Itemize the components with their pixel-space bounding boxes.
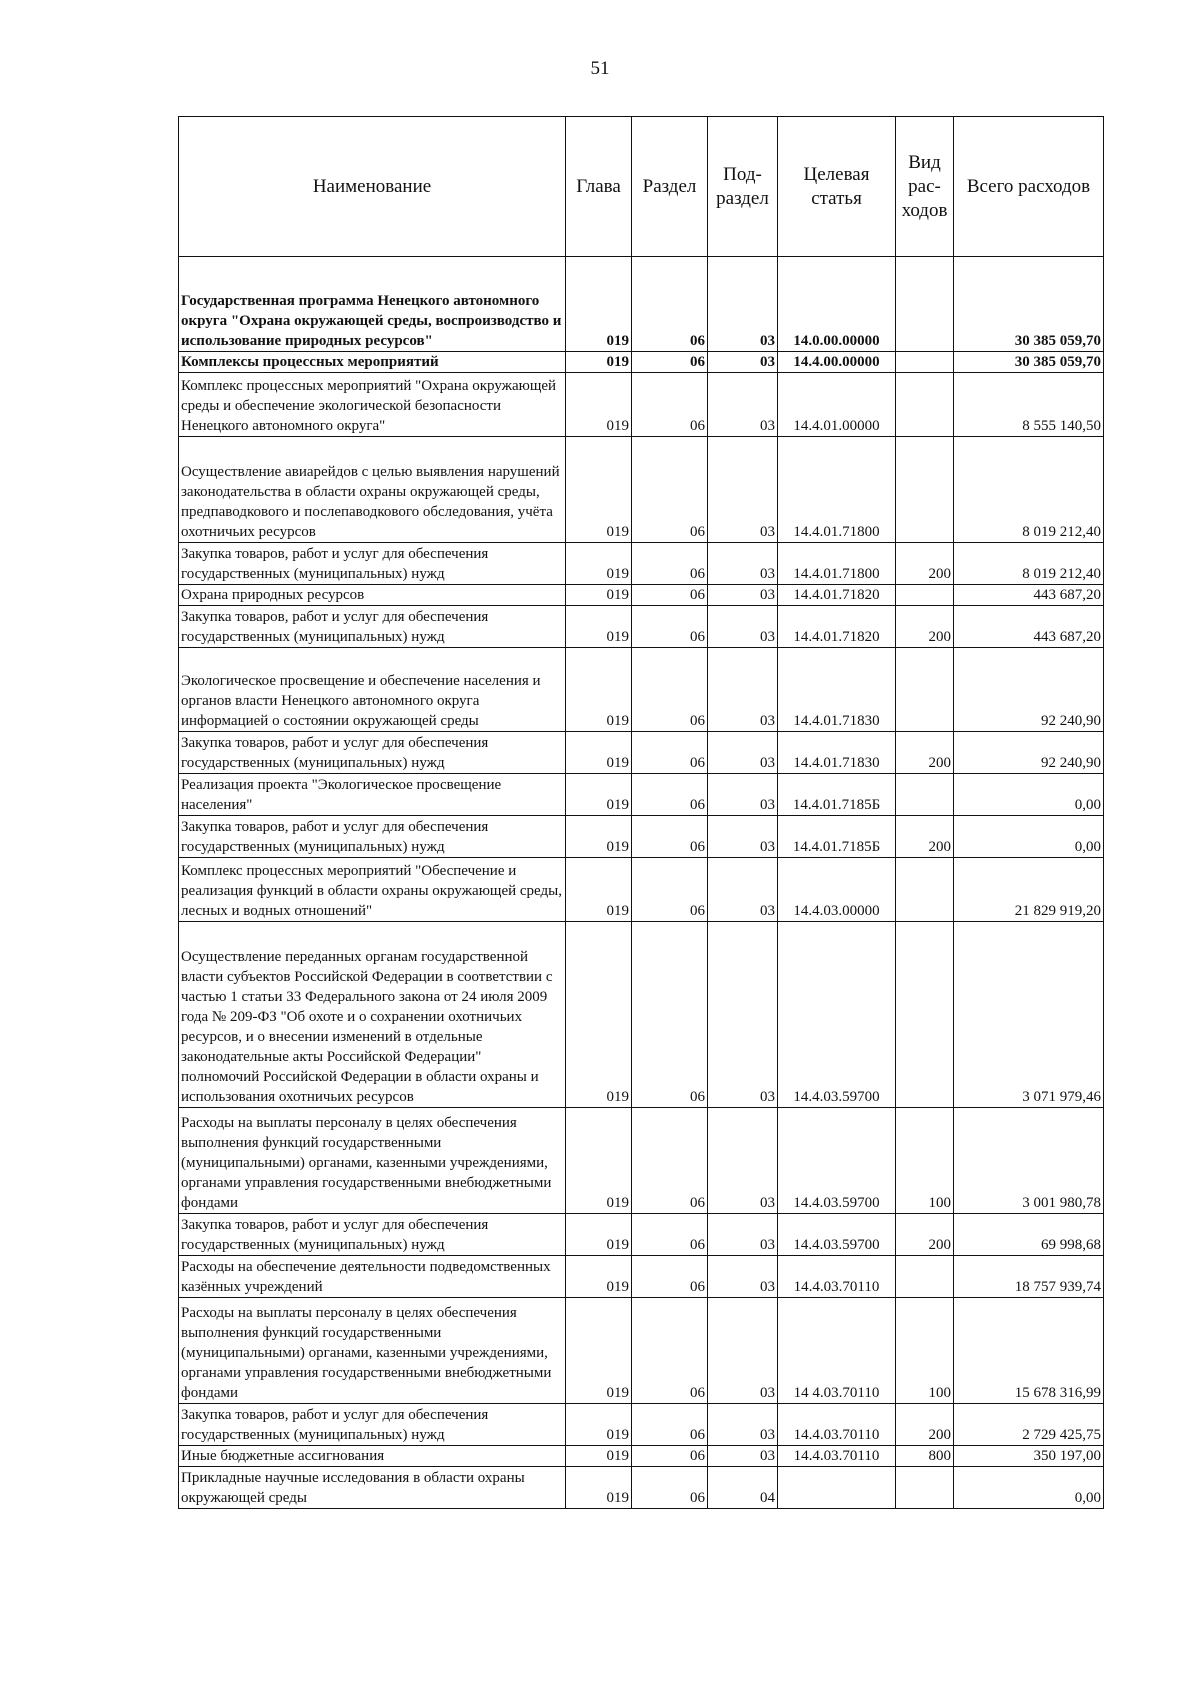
row-podrazdel: 03 — [708, 732, 778, 774]
table-row — [179, 437, 1104, 543]
row-podrazdel: 03 — [708, 1108, 778, 1214]
row-tselevaya: 14.4.03.70110 — [778, 1256, 896, 1298]
row-tselevaya: 14.4.03.00000 — [778, 858, 896, 922]
row-total: 443 687,20 — [954, 606, 1104, 648]
row-podrazdel: 03 — [708, 1404, 778, 1446]
row-razdel: 06 — [632, 437, 708, 543]
row-vid — [896, 437, 954, 543]
row-tselevaya: 14 4.03.70110 — [778, 1298, 896, 1404]
row-glava: 019 — [566, 373, 632, 437]
row-glava: 019 — [566, 1298, 632, 1404]
row-glava: 019 — [566, 1214, 632, 1256]
row-total: 30 385 059,70 — [954, 257, 1104, 352]
header-total: Всего расходов — [954, 117, 1104, 257]
row-razdel: 06 — [632, 1214, 708, 1256]
table-row — [179, 858, 1104, 922]
row-total: 30 385 059,70 — [954, 352, 1104, 373]
table-row — [179, 1214, 1104, 1256]
row-glava: 019 — [566, 257, 632, 352]
row-total: 18 757 939,74 — [954, 1256, 1104, 1298]
row-total: 8 019 212,40 — [954, 543, 1104, 585]
row-glava: 019 — [566, 732, 632, 774]
row-vid: 200 — [896, 732, 954, 774]
row-vid: 100 — [896, 1298, 954, 1404]
row-tselevaya: 14.4.01.71820 — [778, 585, 896, 606]
row-podrazdel: 03 — [708, 352, 778, 373]
row-glava: 019 — [566, 437, 632, 543]
row-razdel: 06 — [632, 257, 708, 352]
row-name: Расходы на выплаты персоналу в целях обеспечения выполнения функций государственными (муниципальными) органами, казенными учреждениями, органами управления государственными внебюджетными фондами — [179, 1298, 566, 1404]
header-row — [179, 117, 1104, 257]
page-number: 51 — [590, 58, 610, 79]
table-row — [179, 1298, 1104, 1404]
row-tselevaya — [778, 1467, 896, 1509]
row-glava: 019 — [566, 922, 632, 1108]
row-razdel: 06 — [632, 922, 708, 1108]
row-glava: 019 — [566, 352, 632, 373]
row-total: 92 240,90 — [954, 648, 1104, 732]
row-glava: 019 — [566, 1446, 632, 1467]
row-razdel: 06 — [632, 858, 708, 922]
row-vid: 200 — [896, 1214, 954, 1256]
row-razdel: 06 — [632, 606, 708, 648]
row-name: Прикладные научные исследования в области охраны окружающей среды — [179, 1467, 566, 1509]
row-total: 0,00 — [954, 816, 1104, 858]
row-glava: 019 — [566, 1256, 632, 1298]
table-row — [179, 585, 1104, 606]
header-vid: Вид рас- ходов — [896, 117, 954, 257]
row-razdel: 06 — [632, 1298, 708, 1404]
row-name: Охрана природных ресурсов — [179, 585, 566, 606]
row-tselevaya: 14.4.01.7185Б — [778, 816, 896, 858]
row-podrazdel: 03 — [708, 606, 778, 648]
table-row — [179, 774, 1104, 816]
row-vid — [896, 352, 954, 373]
row-name: Комплекс процессных мероприятий "Охрана окружающей среды и обеспечение экологической безопасности Ненецкого автономного округа" — [179, 373, 566, 437]
row-name: Расходы на обеспечение деятельности подведомственных казённых учреждений — [179, 1256, 566, 1298]
table-row — [179, 648, 1104, 732]
row-vid — [896, 585, 954, 606]
row-tselevaya: 14.0.00.00000 — [778, 257, 896, 352]
row-vid — [896, 648, 954, 732]
header-tselevaya: Целевая статья — [778, 117, 896, 257]
row-vid: 800 — [896, 1446, 954, 1467]
row-razdel: 06 — [632, 1467, 708, 1509]
row-vid — [896, 257, 954, 352]
row-vid: 200 — [896, 1404, 954, 1446]
row-glava: 019 — [566, 858, 632, 922]
row-podrazdel: 03 — [708, 1298, 778, 1404]
row-total: 8 019 212,40 — [954, 437, 1104, 543]
row-podrazdel: 03 — [708, 437, 778, 543]
header-glava: Глава — [566, 117, 632, 257]
row-total: 350 197,00 — [954, 1446, 1104, 1467]
row-name: Комплексы процессных мероприятий — [179, 352, 566, 373]
row-podrazdel: 03 — [708, 774, 778, 816]
row-tselevaya: 14.4.03.59700 — [778, 1108, 896, 1214]
row-name: Осуществление переданных органам государственной власти субъектов Российской Федерации в соответствии с частью 1 статьи 33 Федерального закона от 24 июля 2009 года № 209-ФЗ "Об охоте и о сохранении охотничьих ресурсов, и о внесении изменений в отдельные законодательные акты Российской Федерации" полномочий Российской Федерации в области охраны и использования охотничьих ресурсов — [179, 922, 566, 1108]
row-podrazdel: 03 — [708, 648, 778, 732]
table-row — [179, 257, 1104, 352]
header-razdel: Раздел — [632, 117, 708, 257]
row-podrazdel: 03 — [708, 1214, 778, 1256]
row-name: Закупка товаров, работ и услуг для обеспечения государственных (муниципальных) нужд — [179, 816, 566, 858]
row-tselevaya: 14.4.00.00000 — [778, 352, 896, 373]
row-vid — [896, 858, 954, 922]
row-name: Государственная программа Ненецкого автономного округа "Охрана окружающей среды, воспроизводство и использование природных ресурсов" — [179, 257, 566, 352]
row-podrazdel: 03 — [708, 1446, 778, 1467]
row-name: Осуществление авиарейдов с целью выявления нарушений законодательства в области охраны окружающей среды, предпаводкового и послепаводкового обследования, учёта охотничьих ресурсов — [179, 437, 566, 543]
table-body — [179, 257, 1104, 1509]
row-name: Экологическое просвещение и обеспечение населения и органов власти Ненецкого автономного округа информацией о состоянии окружающей среды — [179, 648, 566, 732]
row-total: 443 687,20 — [954, 585, 1104, 606]
row-tselevaya: 14.4.03.70110 — [778, 1404, 896, 1446]
row-total: 0,00 — [954, 1467, 1104, 1509]
row-name: Комплекс процессных мероприятий "Обеспечение и реализация функций в области охраны окружающей среды, лесных и водных отношений" — [179, 858, 566, 922]
row-name: Реализация проекта "Экологическое просвещение населения" — [179, 774, 566, 816]
row-name: Закупка товаров, работ и услуг для обеспечения государственных (муниципальных) нужд — [179, 543, 566, 585]
row-glava: 019 — [566, 774, 632, 816]
row-total: 92 240,90 — [954, 732, 1104, 774]
row-glava: 019 — [566, 1108, 632, 1214]
row-razdel: 06 — [632, 1446, 708, 1467]
row-razdel: 06 — [632, 732, 708, 774]
row-tselevaya: 14.4.01.00000 — [778, 373, 896, 437]
table-row — [179, 373, 1104, 437]
header-podrazdel: Под- раздел — [708, 117, 778, 257]
row-glava: 019 — [566, 1404, 632, 1446]
row-podrazdel: 03 — [708, 858, 778, 922]
row-vid: 200 — [896, 816, 954, 858]
row-razdel: 06 — [632, 1404, 708, 1446]
row-total: 0,00 — [954, 774, 1104, 816]
row-total: 3 071 979,46 — [954, 922, 1104, 1108]
row-podrazdel: 03 — [708, 543, 778, 585]
row-glava: 019 — [566, 1467, 632, 1509]
budget-table — [178, 116, 1104, 1509]
row-glava: 019 — [566, 585, 632, 606]
row-vid — [896, 373, 954, 437]
row-razdel: 06 — [632, 352, 708, 373]
table-row — [179, 732, 1104, 774]
row-vid — [896, 1467, 954, 1509]
table-row — [179, 1256, 1104, 1298]
row-vid: 200 — [896, 543, 954, 585]
row-name: Закупка товаров, работ и услуг для обеспечения государственных (муниципальных) нужд — [179, 606, 566, 648]
row-vid — [896, 1256, 954, 1298]
row-podrazdel: 03 — [708, 1256, 778, 1298]
table-row — [179, 1467, 1104, 1509]
row-glava: 019 — [566, 816, 632, 858]
row-razdel: 06 — [632, 373, 708, 437]
table-row — [179, 1108, 1104, 1214]
row-vid: 200 — [896, 606, 954, 648]
row-tselevaya: 14.4.01.71820 — [778, 606, 896, 648]
row-name: Закупка товаров, работ и услуг для обеспечения государственных (муниципальных) нужд — [179, 1214, 566, 1256]
row-total: 15 678 316,99 — [954, 1298, 1104, 1404]
row-razdel: 06 — [632, 543, 708, 585]
table-row — [179, 543, 1104, 585]
row-name: Иные бюджетные ассигнования — [179, 1446, 566, 1467]
row-tselevaya: 14.4.01.71800 — [778, 437, 896, 543]
row-podrazdel: 03 — [708, 257, 778, 352]
row-name: Закупка товаров, работ и услуг для обеспечения государственных (муниципальных) нужд — [179, 1404, 566, 1446]
table-row — [179, 352, 1104, 373]
row-tselevaya: 14.4.03.59700 — [778, 1214, 896, 1256]
row-podrazdel: 03 — [708, 585, 778, 606]
row-vid — [896, 922, 954, 1108]
row-vid: 100 — [896, 1108, 954, 1214]
row-razdel: 06 — [632, 816, 708, 858]
row-name: Расходы на выплаты персоналу в целях обеспечения выполнения функций государственными (муниципальными) органами, казенными учреждениями, органами управления государственными внебюджетными фондами — [179, 1108, 566, 1214]
row-glava: 019 — [566, 606, 632, 648]
row-razdel: 06 — [632, 774, 708, 816]
table-row — [179, 606, 1104, 648]
row-total: 2 729 425,75 — [954, 1404, 1104, 1446]
row-tselevaya: 14.4.03.70110 — [778, 1446, 896, 1467]
row-glava: 019 — [566, 543, 632, 585]
row-podrazdel: 03 — [708, 373, 778, 437]
row-podrazdel: 04 — [708, 1467, 778, 1509]
table-row — [179, 922, 1104, 1108]
row-vid — [896, 774, 954, 816]
row-total: 69 998,68 — [954, 1214, 1104, 1256]
row-name: Закупка товаров, работ и услуг для обеспечения государственных (муниципальных) нужд — [179, 732, 566, 774]
row-total: 3 001 980,78 — [954, 1108, 1104, 1214]
table-row — [179, 1404, 1104, 1446]
row-razdel: 06 — [632, 648, 708, 732]
row-total: 8 555 140,50 — [954, 373, 1104, 437]
row-razdel: 06 — [632, 1256, 708, 1298]
row-tselevaya: 14.4.01.71830 — [778, 648, 896, 732]
row-podrazdel: 03 — [708, 816, 778, 858]
table-row — [179, 1446, 1104, 1467]
row-razdel: 06 — [632, 1108, 708, 1214]
table-row — [179, 816, 1104, 858]
row-total: 21 829 919,20 — [954, 858, 1104, 922]
row-glava: 019 — [566, 648, 632, 732]
row-tselevaya: 14.4.03.59700 — [778, 922, 896, 1108]
row-tselevaya: 14.4.01.7185Б — [778, 774, 896, 816]
row-tselevaya: 14.4.01.71800 — [778, 543, 896, 585]
row-tselevaya: 14.4.01.71830 — [778, 732, 896, 774]
header-name: Наименование — [179, 117, 566, 257]
row-podrazdel: 03 — [708, 922, 778, 1108]
row-razdel: 06 — [632, 585, 708, 606]
